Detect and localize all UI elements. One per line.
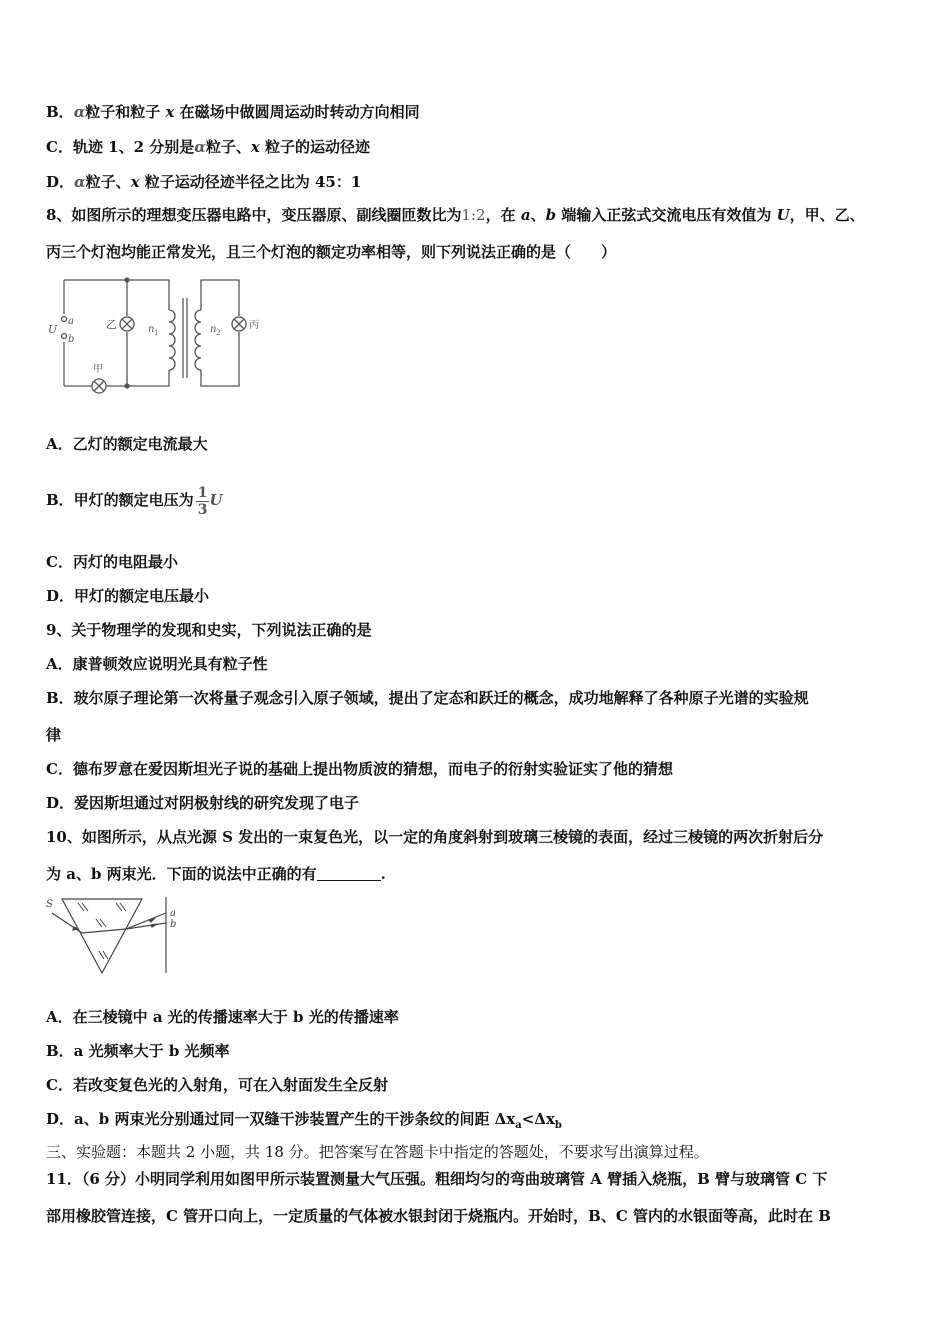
q9-option-c: C．德布罗意在爱因斯坦光子说的基础上提出物质波的猜想，而电子的衍射实验证实了他的猜想 <box>46 760 673 778</box>
q9-option-d: D．爱因斯坦通过对阴极射线的研究发现了电子 <box>46 794 360 812</box>
alpha-symbol: α <box>73 103 86 121</box>
label-jia: 甲 <box>93 364 103 375</box>
transformer-circuit-figure <box>44 270 274 400</box>
q8-option-b: B．甲灯的额定电压为 $\frac{1}{3}$ U <box>46 484 223 518</box>
q10-stem-line1: 10、如图所示，从点光源 S 发出的一束复色光，以一定的角度斜射到玻璃三棱镜的表面，经过三棱镜的两次折射后分 <box>46 828 824 846</box>
answer-blank <box>317 866 381 881</box>
q10-option-c: C．若改变复色光的入射角，可在入射面发生全反射 <box>46 1076 388 1094</box>
lamp-yi <box>120 317 134 331</box>
alpha-symbol: α <box>194 138 206 156</box>
q8-option-d: D．甲灯的额定电压最小 <box>46 587 210 605</box>
q10-stem-line2: 为 a、b 两束光．下面的说法中正确的有 . <box>46 865 386 883</box>
q8-option-c: C．丙灯的电阻最小 <box>46 553 178 571</box>
q7-option-d: D．α粒子、x 粒子运动径迹半径之比为 45：1 <box>46 173 362 191</box>
label-n2: n <box>210 324 217 335</box>
label-bing: 丙 <box>249 320 259 331</box>
q10-option-a: A．在三棱镜中 a 光的传播速率大于 b 光的传播速率 <box>46 1008 399 1026</box>
label-n1: n <box>148 324 155 335</box>
q9-stem: 9、关于物理学的发现和史实，下列说法正确的是 <box>46 621 372 639</box>
section-three-heading: 三、实验题：本题共 2 小题，共 18 分。把答案写在答题卡中指定的答题处，不要求写出演算过程。 <box>46 1143 709 1161</box>
lamp-bing <box>232 317 246 331</box>
q11-line1: 11．（6 分）小明同学利用如图甲所示装置测量大气压强。粗细均匀的弯曲玻璃管 A 臂插入烧瓶，B 臂与玻璃管 C 下 <box>46 1170 828 1188</box>
alpha-symbol: α <box>74 173 86 191</box>
label-n1-sub: 1 <box>154 329 159 337</box>
q7-option-b: B．α粒子和粒子 x 在磁场中做圆周运动时转动方向相同 <box>46 103 420 121</box>
prism-figure <box>44 893 189 978</box>
label-yi: 乙 <box>106 318 117 331</box>
label-ray-b: b <box>170 919 177 930</box>
q10-option-b: B．a 光频率大于 b 光频率 <box>46 1042 230 1060</box>
label-U: U <box>48 323 58 336</box>
label-a: a <box>68 316 74 327</box>
q9-option-b-line2: 律 <box>46 726 62 744</box>
q8-option-a: A．乙灯的额定电流最大 <box>46 435 208 453</box>
q11-line2: 部用橡胶管连接，C 管开口向上，一定质量的气体被水银封闭于烧瓶内。开始时，B、C 管内的水银面等高，此时在 B <box>46 1207 831 1225</box>
q10-option-d: D．a、b 两束光分别通过同一双缝干涉装置产生的干涉条纹的间距 $\Delta x_a<\Delta x_b$ <box>46 1110 562 1131</box>
lamp-jia <box>92 379 106 393</box>
fraction-one-third: $\frac{1}{3}$ <box>197 484 208 518</box>
label-ray-a: a <box>170 908 176 919</box>
q9-option-b-line1: B．玻尔原子理论第一次将量子观念引入原子领域，提出了定态和跃迁的概念，成功地解释了各种原子光谱的实验规 <box>46 689 809 707</box>
label-b: b <box>68 334 75 345</box>
label-S: S <box>46 899 53 910</box>
label-n2-sub: 2 <box>216 329 221 337</box>
q8-stem-line1: 8、如图所示的理想变压器电路中，变压器原、副线圈匝数比为1:2，在 a、b 端输入正弦式交流电压有效值为 U，甲、乙、 <box>46 206 865 224</box>
q9-option-a: A．康普顿效应说明光具有粒子性 <box>46 655 268 673</box>
q8-stem-line2: 丙三个灯泡均能正常发光，且三个灯泡的额定功率相等，则下列说法正确的是（ ） <box>46 243 617 261</box>
q7-option-c: C．轨迹 1、2 分别是α粒子、x 粒子的运动径迹 <box>46 138 371 156</box>
